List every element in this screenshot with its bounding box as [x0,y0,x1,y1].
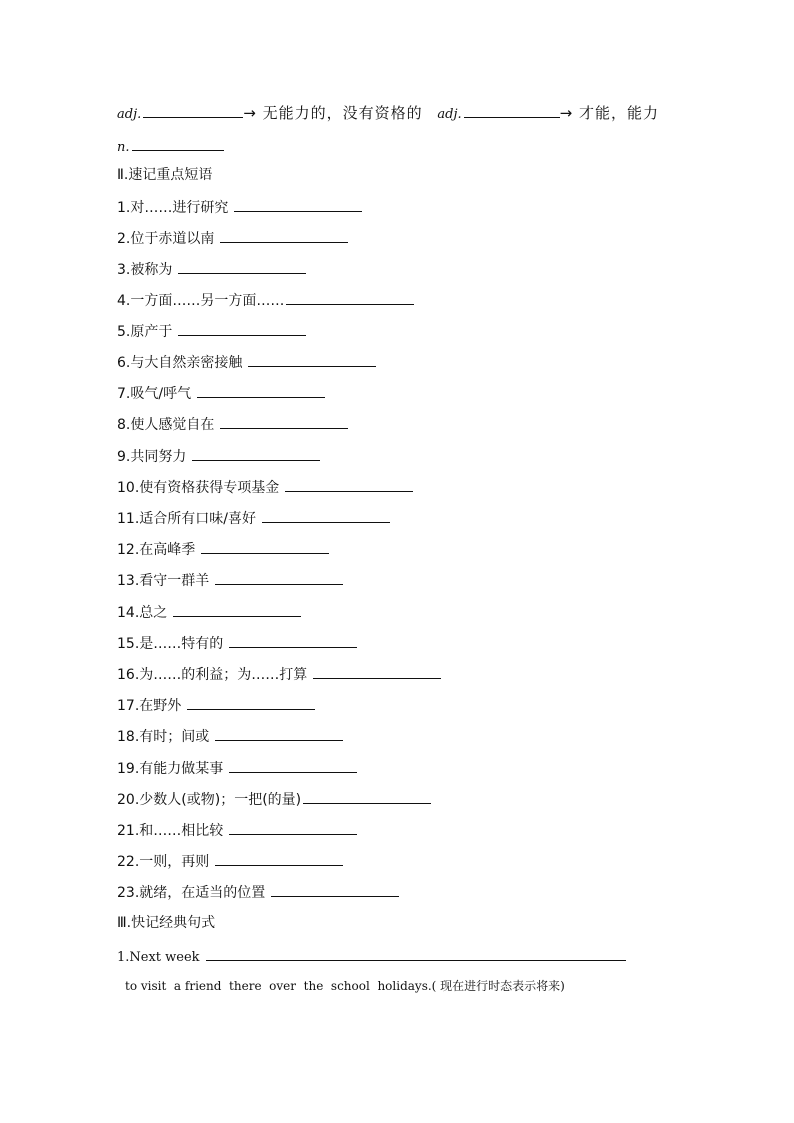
pos-label: n. [117,140,130,155]
section-title: Ⅲ.快记经典句式 [117,915,216,931]
answer-blank[interactable] [178,259,306,274]
phrase-item [117,352,376,372]
phrase-text: 21.和……相比较 [117,823,224,839]
answer-blank[interactable] [313,664,441,679]
phrase-text: 12.在高峰季 [117,542,196,558]
phrase-item [117,539,329,559]
phrase-text: 7.吸气/呼气 [117,386,192,402]
answer-blank[interactable] [229,820,357,835]
vocab-line-2 [117,136,224,157]
phrase-item [117,695,315,715]
phrase-text: 19.有能力做某事 [117,761,224,777]
pos-label: adj. [117,107,142,122]
phrase-text: 15.是……特有的 [117,636,224,652]
phrase-text: 23.就绪，在适当的位置 [117,885,266,901]
phrase-text: 22.一则，再则 [117,854,210,870]
phrase-text: 1.对……进行研究 [117,200,229,216]
answer-blank[interactable] [229,758,357,773]
phrase-text: 11.适合所有口味/喜好 [117,511,256,527]
phrase-item [117,321,306,341]
answer-blank[interactable] [248,352,376,367]
phrase-item [117,570,343,590]
phrase-item [117,197,362,217]
phrase-item [117,726,343,746]
answer-blank[interactable] [285,477,413,492]
phrase-item [117,633,357,653]
phrase-item [117,758,357,778]
answer-blank[interactable] [187,695,315,710]
phrase-item [117,882,399,902]
phrase-item [117,820,357,840]
answer-blank[interactable] [220,414,348,429]
sentence-note: ( 现在进行时态表示将来) [431,979,565,993]
answer-blank[interactable] [286,290,414,305]
phrase-item [117,446,320,466]
answer-blank[interactable] [464,103,560,118]
sentence-text: to visit a friend there over the school holidays. [125,979,432,993]
answer-blank[interactable] [178,321,306,336]
phrase-item [117,477,413,497]
answer-blank[interactable] [303,789,431,804]
phrase-text: 20.少数人(或物)；一把(的量) [117,792,302,808]
phrase-item [117,851,343,871]
answer-blank[interactable] [215,726,343,741]
answer-blank[interactable] [206,946,626,961]
answer-blank[interactable] [271,882,399,897]
answer-blank[interactable] [132,136,224,151]
phrase-text: 2.位于赤道以南 [117,231,215,247]
phrase-item [117,508,390,528]
phrase-item [117,602,301,622]
answer-blank[interactable] [143,103,243,118]
sentence-continuation [125,977,565,995]
section-title: Ⅱ.速记重点短语 [117,167,213,183]
answer-blank[interactable] [173,602,301,617]
phrase-text: 3.被称为 [117,262,173,278]
phrase-text: 17.在野外 [117,698,182,714]
answer-blank[interactable] [262,508,390,523]
sentence-prefix: 1.Next week [117,950,200,965]
phrase-item [117,290,414,310]
answer-blank[interactable] [201,539,329,554]
phrase-text: 14.总之 [117,605,168,621]
phrase-text: 10.使有资格获得专项基金 [117,480,280,496]
vocab-meaning: → 才能，能力 [559,104,659,122]
answer-blank[interactable] [192,446,320,461]
phrase-text: 13.看守一群羊 [117,573,210,589]
phrase-text: 16.为……的利益；为……打算 [117,667,308,683]
answer-blank[interactable] [220,228,348,243]
phrase-text: 4.一方面……另一方面…… [117,293,285,309]
phrase-text: 18.有时；间或 [117,729,210,745]
answer-blank[interactable] [215,851,343,866]
phrase-item [117,383,325,403]
vocab-meaning: → 无能力的，没有资格的 [243,104,423,122]
phrase-text: 5.原产于 [117,324,173,340]
answer-blank[interactable] [215,570,343,585]
pos-label: adj. [437,107,462,122]
phrase-text: 6.与大自然亲密接触 [117,355,243,371]
phrase-item [117,789,431,809]
phrase-item [117,664,441,684]
vocab-line [117,103,659,124]
answer-blank[interactable] [229,633,357,648]
phrase-item [117,228,348,248]
phrase-text: 8.使人感觉自在 [117,417,215,433]
answer-blank[interactable] [234,197,362,212]
sentence-item [117,946,626,967]
phrase-item [117,259,306,279]
phrase-item [117,414,348,434]
phrase-text: 9.共同努力 [117,449,187,465]
answer-blank[interactable] [197,383,325,398]
